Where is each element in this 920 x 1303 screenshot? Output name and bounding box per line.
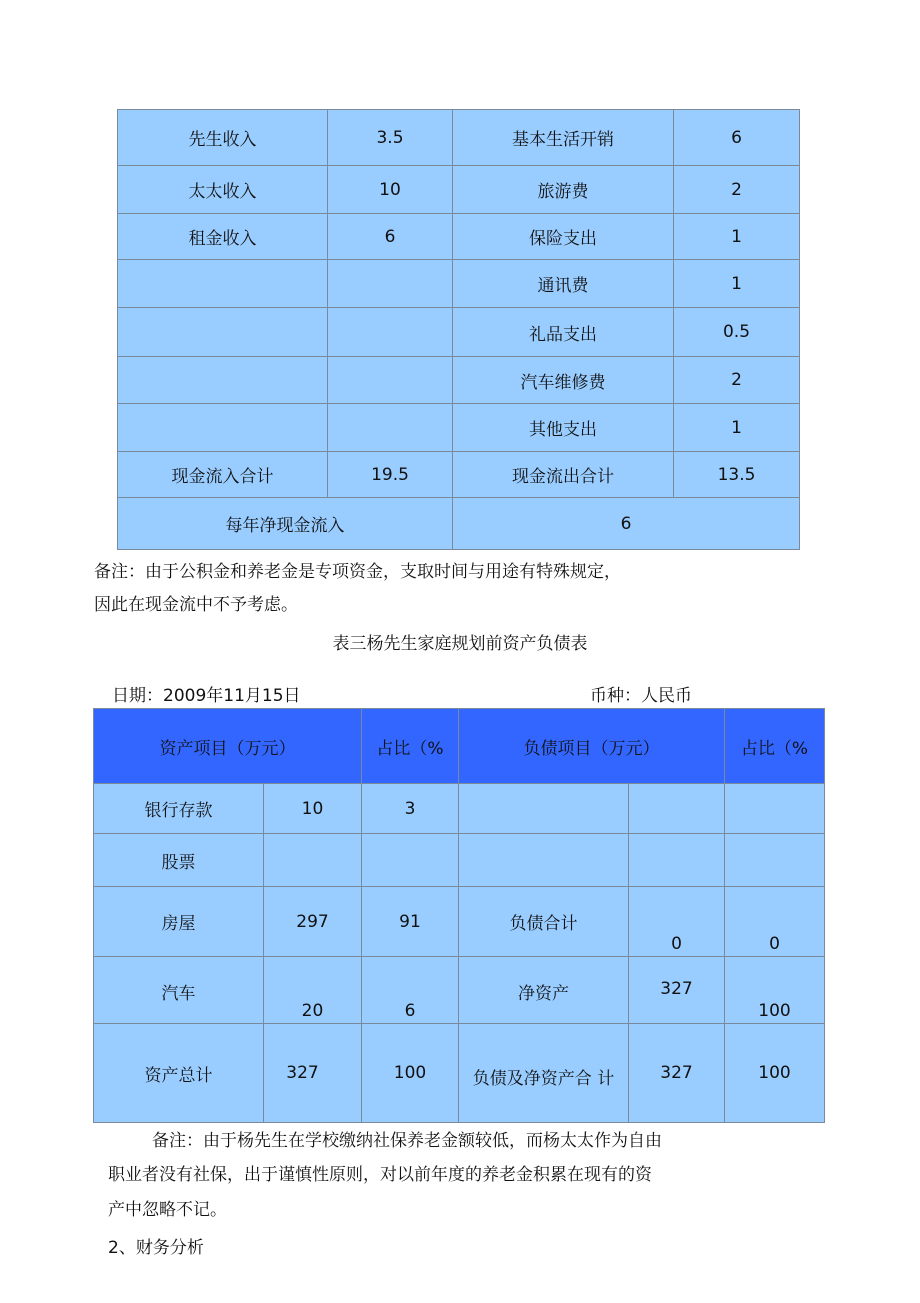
asset-name: 银行存款 xyxy=(94,784,264,834)
cashflow-out-total-label: 现金流出合计 xyxy=(453,452,674,498)
cashflow-in-value: 10 xyxy=(328,166,453,214)
asset-value xyxy=(264,834,362,887)
balance-table-title: 表三杨先生家庭规划前资产负债表 xyxy=(332,634,588,654)
table-row xyxy=(94,957,825,1024)
cashflow-in-total-value: 19.5 xyxy=(328,452,453,498)
cashflow-in-value xyxy=(328,260,453,308)
asset-ratio xyxy=(362,834,459,887)
table-row xyxy=(118,404,800,452)
cashflow-out-value: 0.5 xyxy=(674,308,800,357)
table-row xyxy=(118,308,800,357)
cashflow-out-value: 1 xyxy=(674,214,800,260)
table-row xyxy=(118,452,800,498)
cashflow-in-value xyxy=(328,357,453,404)
asset-ratio: 6 xyxy=(362,957,459,1024)
cashflow-out-label: 礼品支出 xyxy=(453,308,674,357)
cashflow-out-value: 2 xyxy=(674,166,800,214)
asset-name: 房屋 xyxy=(94,887,264,957)
asset-value: 297 xyxy=(264,887,362,957)
table-row xyxy=(118,214,800,260)
cashflow-in-label: 先生收入 xyxy=(118,110,328,166)
debt-ratio xyxy=(725,784,825,834)
cashflow-in-label xyxy=(118,308,328,357)
asset-total-value: 327 xyxy=(264,1024,362,1123)
table-header-row xyxy=(94,709,825,784)
cashflow-in-value: 6 xyxy=(328,214,453,260)
debt-equity-total-value: 327 xyxy=(629,1024,725,1123)
net-cashflow-label: 每年净现金流入 xyxy=(118,498,453,550)
cashflow-out-label: 通讯费 xyxy=(453,260,674,308)
debt-equity-total-label: 负债及净资产合 计 xyxy=(459,1024,629,1123)
cashflow-in-total-label: 现金流入合计 xyxy=(118,452,328,498)
debt-ratio-header: 占比（% xyxy=(725,709,825,784)
asset-name: 汽车 xyxy=(94,957,264,1024)
table-row xyxy=(118,166,800,214)
cashflow-out-label: 汽车维修费 xyxy=(453,357,674,404)
asset-item-header: 资产项目（万元） xyxy=(94,709,362,784)
asset-total-label: 资产总计 xyxy=(94,1024,264,1123)
cashflow-out-value: 6 xyxy=(674,110,800,166)
cashflow-in-label xyxy=(118,260,328,308)
table-row xyxy=(94,887,825,957)
cashflow-out-total-value: 13.5 xyxy=(674,452,800,498)
cashflow-in-label xyxy=(118,404,328,452)
note2-line1: 备注：由于杨先生在学校缴纳社保养老金额较低，而杨太太作为自由 xyxy=(152,1131,662,1151)
cashflow-out-value: 2 xyxy=(674,357,800,404)
note2-line2: 职业者没有社保，出于谨慎性原则，对以前年度的养老金积累在现有的资 xyxy=(108,1165,652,1185)
cashflow-in-label xyxy=(118,357,328,404)
cashflow-out-label: 基本生活开销 xyxy=(453,110,674,166)
debt-ratio: 100 xyxy=(725,957,825,1024)
date-label: 日期：2009年11月15日 xyxy=(112,686,301,706)
debt-value: 327 xyxy=(629,957,725,1024)
debt-value xyxy=(629,834,725,887)
debt-name xyxy=(459,784,629,834)
cashflow-in-value: 3.5 xyxy=(328,110,453,166)
asset-value: 20 xyxy=(264,957,362,1024)
note2-line3: 产中忽略不记。 xyxy=(108,1200,227,1220)
balance-table xyxy=(93,708,825,1123)
debt-value: 0 xyxy=(629,887,725,957)
debt-name: 净资产 xyxy=(459,957,629,1024)
cashflow-in-value xyxy=(328,404,453,452)
note1-line1: 备注：由于公积金和养老金是专项资金，支取时间与用途有特殊规定， xyxy=(94,562,621,582)
asset-ratio-header: 占比（% xyxy=(362,709,459,784)
cashflow-out-value: 1 xyxy=(674,260,800,308)
debt-name: 负债合计 xyxy=(459,887,629,957)
cashflow-out-label: 保险支出 xyxy=(453,214,674,260)
table-row xyxy=(94,1024,825,1123)
cashflow-table xyxy=(117,109,800,550)
debt-item-header: 负债项目（万元） xyxy=(459,709,725,784)
table-row xyxy=(94,834,825,887)
currency-label: 币种：人民币 xyxy=(590,686,692,706)
asset-ratio: 91 xyxy=(362,887,459,957)
table-row xyxy=(118,357,800,404)
cashflow-out-label: 其他支出 xyxy=(453,404,674,452)
section-heading: 2、财务分析 xyxy=(108,1238,204,1258)
table-row xyxy=(118,110,800,166)
note1-line2: 因此在现金流中不予考虑。 xyxy=(94,595,298,615)
cashflow-in-label: 租金收入 xyxy=(118,214,328,260)
debt-equity-total-ratio: 100 xyxy=(725,1024,825,1123)
cashflow-in-label: 太太收入 xyxy=(118,166,328,214)
asset-ratio: 3 xyxy=(362,784,459,834)
asset-name: 股票 xyxy=(94,834,264,887)
debt-ratio xyxy=(725,834,825,887)
table-row xyxy=(94,784,825,834)
asset-total-ratio: 100 xyxy=(362,1024,459,1123)
cashflow-out-value: 1 xyxy=(674,404,800,452)
net-cashflow-value: 6 xyxy=(453,498,800,550)
table-row xyxy=(118,260,800,308)
cashflow-out-label: 旅游费 xyxy=(453,166,674,214)
asset-value: 10 xyxy=(264,784,362,834)
debt-value xyxy=(629,784,725,834)
debt-name xyxy=(459,834,629,887)
cashflow-in-value xyxy=(328,308,453,357)
debt-ratio: 0 xyxy=(725,887,825,957)
table-row xyxy=(118,498,800,550)
